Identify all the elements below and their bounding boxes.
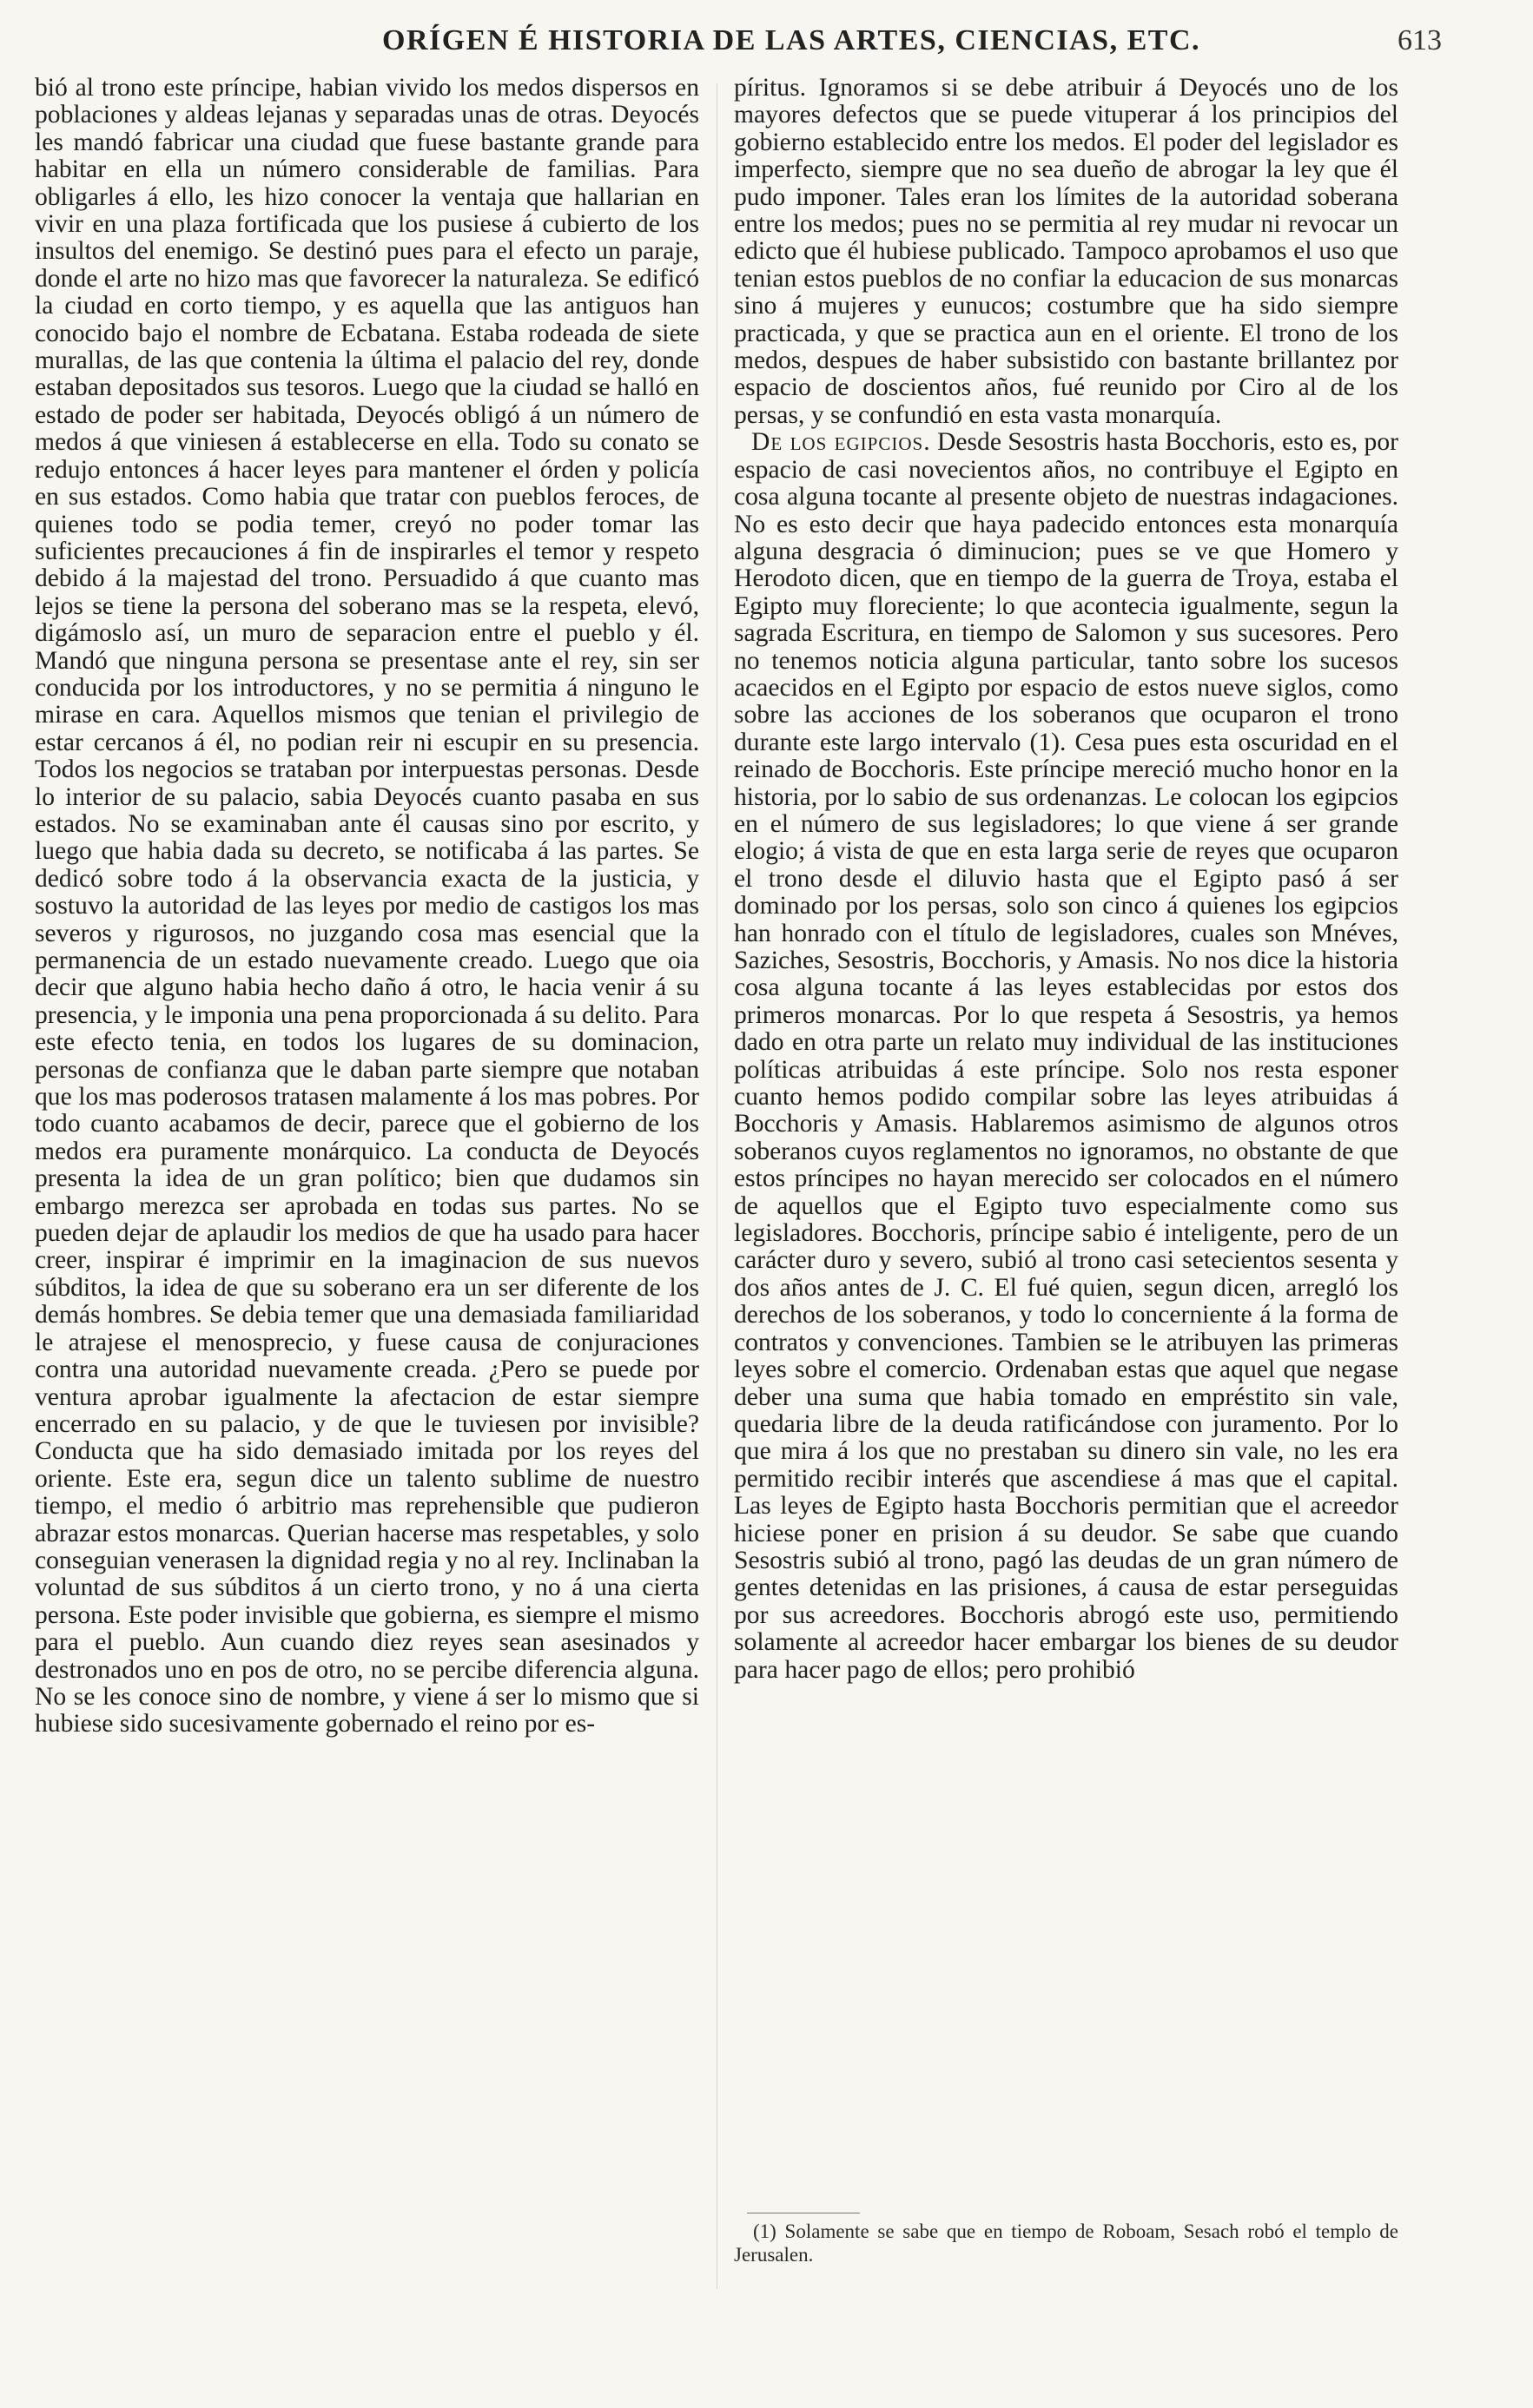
running-title: ORÍGEN É HISTORIA DE LAS ARTES, CIENCIAS, ETC.	[382, 24, 1200, 56]
right-column	[734, 75, 1398, 1684]
left-column-paragraph: bió al trono este príncipe, habian vivido los medos dispersos en poblaciones y aldeas lejanas y separadas unas de otras. Deyocés les mandó fabricar una ciudad que fuese bastante grande para habitar en ella un número considerable de familias. Para obligarles á ello, les hizo conocer la ventaja que hallarian en vivir en una plaza fortificada que los pusiese á cubierto de los insultos del enemigo. Se destinó pues para el efecto un paraje, donde el arte no hizo mas que favorecer la naturaleza. Se edificó la ciudad en corto tiempo, y es aquella que las antiguos han conocido bajo el nombre de Ecbatana. Estaba rodeada de siete murallas, de las que contenia la última el palacio del rey, donde estaban depositados sus tesoros. Luego que la ciudad se halló en estado de poder ser habitada, Deyocés obligó á un número de medos á que viniesen á establecerse en ella. Todo su conato se redujo entonces á hacer leyes para mantener el órden y policía en sus estados. Como habia que tratar con pueblos feroces, de quienes todo se podia temer, creyó no poder tomar las suficientes precauciones á fin de inspirarles el temor y respeto debido á la majestad del trono. Persuadido á que cuanto mas lejos se tiene la persona del soberano mas se la respeta, elevó, digámoslo así, un muro de separacion entre el pueblo y él. Mandó que ninguna persona se presentase ante el rey, sin ser conducida por los introductores, y no se permitia á ninguno le mirase en cara. Aquellos mismos que tenian el privilegio de estar cercanos á él, no podian reir ni escupir en su presencia. Todos los negocios se trataban por interpuestas personas. Desde lo interior de su palacio, sabia Deyocés cuanto pasaba en sus estados. No se examinaban ante él causas sino por escrito, y luego que habia dada su decreto, se notificaba á las partes. Se dedicó sobre todo á la observancia exacta de la justicia, y sostuvo la autoridad de las leyes por medio de castigos los mas severos y rigurosos, no juzgando cosa mas esencial que la permanencia de un estado nuevamente creado. Luego que oia decir que alguno habia hecho daño á otro, le hacia venir á su presencia, y le imponia una pena proporcionada á su delito. Para este efecto tenia, en todos los lugares de su dominacion, personas de confianza que le daban parte siempre que notaban que los mas poderosos tratasen malamente á los mas pobres. Por todo cuanto acabamos de decir, parece que el gobierno de los medos era puramente monárquico. La conducta de Deyocés presenta la idea de un gran político; bien que dudamos sin embargo merezca ser aprobada en todas sus partes. No se pueden dejar de aplaudir los medios de que ha usado para hacer creer, inspirar é imprimir en la imaginacion de sus nuevos súbditos, la idea de que su soberano era un ser diferente de los demás hombres. Se debia temer que una demasiada familiaridad le atrajese el menosprecio, y fuese causa de conjuraciones contra una autoridad nuevamente creada. ¿Pero se puede por ventura aprobar igualmente la afectacion de estar siempre encerrado en su palacio, y de que le tuviesen por invisible? Conducta que ha sido demasiado imitada por los reyes del oriente. Este era, segun dice un talento sublime de nuestro tiempo, el medio ó arbitrio mas reprehensible que pudieron abrazar estos monarcas. Querian hacerse mas respetables, y solo conseguian venerasen la dignidad regia y no al rey. Inclinaban la voluntad de sus súbditos á un cierto trono, y no á una cierta persona. Este poder invisible que gobierna, es siempre el mismo para el pueblo. Aun cuando diez reyes sean asesinados y destronados uno en pos de otro, no se percibe diferencia alguna. No se les conoce sino de nombre, y viene á ser lo mismo que si hubiese sido sucesivamente gobernado el reino por es-	[35, 74, 699, 1738]
footnotes	[734, 2220, 1398, 2266]
section-heading: De los egipcios.	[751, 428, 931, 457]
page-number: 613	[1398, 24, 1442, 56]
footnote-1: (1) Solamente se sabe que en tiempo de Roboam, Sesach robó el templo de Jerusalen.	[734, 2220, 1398, 2266]
section-body: Desde Sesostris hasta Bocchoris, esto es, por espacio de casi novecientos años, no contribuye el Egipto en cosa alguna tocante al presente objeto de nuestras indagaciones. No es esto decir que haya padecido entonces esta monarquía alguna desgracia ó diminucion; pues se ve que Homero y Herodoto dicen, que en tiempo de la guerra de Troya, estaba el Egipto muy floreciente; lo que acontecia igualmente, segun la sagrada Escritura, en tiempo de Salomon y sus sucesores. Pero no tenemos noticia alguna particular, tanto sobre los sucesos acaecidos en el Egipto por espacio de estos nueve siglos, como sobre las acciones de los soberanos que ocuparon el trono durante este largo intervalo (1). Cesa pues esta oscuridad en el reinado de Bocchoris. Este príncipe mereció mucho honor en la historia, por lo sabio de sus ordenanzas. Le colocan los egipcios en el número de sus legisladores; lo que viene á ser grande elogio; á vista de que en esta larga serie de reyes que ocuparon el trono desde el diluvio hasta que el Egipto pasó á ser dominado por los persas, solo son cinco á quienes los egipcios han honrado con el título de legisladores, cuales son Mnéves, Saziches, Sesostris, Bocchoris, y Amasis. No nos dice la historia cosa alguna tocante á las leyes establecidas por estos dos primeros monarcas. Por lo que respeta á Sesostris, ya hemos dado en otra parte un relato muy individual de las instituciones políticas atribuidas á este príncipe. Solo nos resta esponer cuanto hemos podido compilar sobre las leyes atribuidas á Bocchoris y Amasis. Hablaremos asimismo de algunos otros soberanos cuyos reglamentos no ignoramos, no obstante de que estos príncipes no hayan merecido ser colocados en el número de aquellos que el Egipto tuvo especialmente como sus legisladores. Bocchoris, príncipe sabio é inteligente, pero de un carácter duro y severo, subió al trono casi setecientos sesenta y dos años antes de J. C. El fué quien, segun dicen, arregló los derechos de los soberanos, y todo lo concerniente á la forma de contratos y convenciones. Tambien se le atribuyen las primeras leyes sobre el comercio. Ordenaban estas que aquel que negase deber una suma que habia tomado en empréstito sin vale, quedaria libre de la deuda ratificándose con juramento. Por lo que mira á los que no prestaban su dinero sin vale, no les era permitido recibir interés que ascendiese á mas que el capital. Las leyes de Egipto hasta Bocchoris permitian que el acreedor hiciese poner en prision á su deudor. Se sabe que cuando Sesostris subió al trono, pagó las deudas de un gran número de gentes detenidas en las prisiones, á causa de estar perseguidas por sus acreedores. Bocchoris abrogó este uso, permitiendo solamente al acreedor hacer embargar los bienes de su deudor para hacer pago de ellos; pero prohibió	[734, 428, 1398, 1684]
page-header	[35, 24, 1442, 68]
left-column	[35, 75, 699, 1738]
right-column-paragraph-1: píritus. Ignoramos si se debe atribuir á Deyocés uno de los mayores defectos que se puede vituperar á los principios del gobierno establecido entre los medos. El poder del legislador es imperfecto, siempre que no sea dueño de abrogar la ley que él pudo imponer. Tales eran los límites de la autoridad soberana entre los medos; pues no se permitia al rey mudar ni revocar un edicto que él hubiese publicado. Tampoco aprobamos el uso que tenian estos pueblos de no confiar la educacion de sus monarcas sino á mujeres y eunucos; costumbre que ha sido siempre practicada, y que se practica aun en el oriente. El trono de los medos, despues de haber subsistido con bastante brillantez por espacio de doscientos años, fué reunido por Ciro al de los persas, y se confundió en esta vasta monarquía.	[734, 74, 1398, 429]
right-column-paragraph-2	[734, 429, 1398, 1684]
